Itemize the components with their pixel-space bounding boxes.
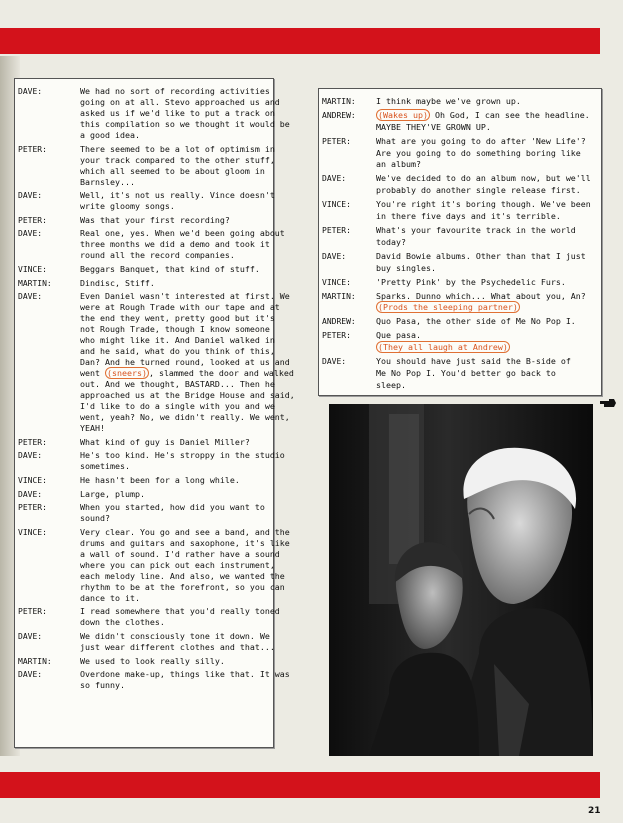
dialogue-line: a good idea.: [80, 130, 140, 140]
dialogue-line: Dindisc, Stiff.: [80, 277, 155, 288]
dialogue-line: were at Rough Trade with our tape and at: [80, 302, 280, 313]
band-photo-illustration: [329, 404, 593, 756]
dialogue-line: rhythm to be at the forefront, so you can: [80, 581, 285, 592]
dialogue-line: round all the record companies.: [80, 250, 235, 261]
dialogue-line: Dan? And he turned round, looked at us and: [80, 357, 290, 368]
dialogue-line: MAYBE THEY'VE GROWN UP.: [376, 121, 491, 132]
speaker-label: MARTIN:: [322, 291, 356, 301]
dialogue-line: Quo Pasa, the other side of Me No Pop I.: [376, 316, 576, 327]
pointing-hand-icon: [600, 398, 616, 408]
speaker-label: PETER:: [18, 215, 47, 225]
dialogue-line: Very clear. You go and see a band, and the: [80, 526, 290, 537]
dialogue-line: going on at all. Stevo approached us and: [80, 97, 280, 107]
dialogue-line: Real one, yes. When we'd been going about: [80, 228, 285, 239]
dialogue-line: write gloomy songs.: [80, 201, 175, 212]
dialogue-line: There seemed to be a lot of optimism in: [80, 143, 275, 154]
dialogue-line: in there five days and it's terrible.: [376, 211, 561, 221]
speaker-label: MARTIN:: [322, 97, 356, 106]
dialogue-line: Barnsley...: [80, 176, 135, 187]
speaker-label: VINCE:: [18, 476, 47, 485]
speaker-label: ANDREW:: [322, 111, 356, 120]
speaker-label: PETER:: [18, 144, 47, 154]
dialogue-line: Was that your first recording?: [80, 214, 230, 225]
speaker-label: DAVE:: [322, 251, 347, 261]
speaker-label: DAVE:: [322, 357, 347, 367]
dialogue-line: You're right it's boring though. We've been: [376, 199, 591, 210]
speaker-label: PETER:: [322, 136, 351, 146]
dialogue-line: went, yeah? No, we didn't really. We went,: [80, 412, 290, 423]
stage-direction: (Wakes up): [378, 110, 428, 120]
speaker-label: DAVE:: [322, 174, 347, 184]
dialogue-line: We used to look really silly.: [80, 655, 225, 666]
dialogue-line: dance to it.: [80, 592, 140, 603]
speaker-label: DAVE:: [18, 632, 43, 641]
speaker-label: VINCE:: [322, 200, 351, 210]
dialogue-line: today?: [376, 236, 406, 247]
dialogue-line: Are you going to do something boring like: [376, 147, 581, 158]
dialogue-line: What are you going to do after 'New Life'?: [376, 135, 586, 146]
dialogue-line: this compilation so we thought it would be: [80, 119, 290, 129]
dialogue-line: Beggars Banquet, that kind of stuff.: [80, 264, 260, 274]
dialogue-line: [376, 342, 510, 353]
dialogue-line: I read somewhere that you'd really toned: [80, 606, 280, 617]
dialogue-line: your track compared to the other stuff,: [80, 154, 275, 165]
dialogue-line: We didn't consciously tone it down. We: [80, 631, 270, 641]
dialogue-line: an album?: [376, 159, 421, 170]
dialogue-line: We had no sort of recording activities: [80, 86, 270, 96]
dialogue-line: You should have just said the B-side of: [376, 356, 571, 367]
dialogue-line: not Rough Trade, though I know someone: [80, 324, 270, 335]
speaker-label: PETER:: [18, 607, 47, 617]
dialogue-line: sound?: [80, 513, 110, 524]
dialogue-line: and he said, what do you think of this,: [80, 346, 275, 357]
top-red-bar: [0, 28, 600, 54]
dialogue-line: I'd like to do a single with you and we: [80, 401, 275, 412]
speaker-label: PETER:: [18, 437, 47, 447]
speaker-label: ANDREW:: [322, 317, 356, 327]
dialogue-line: Even Daniel wasn't interested at first. We: [80, 291, 290, 302]
speaker-label: MARTIN:: [18, 278, 52, 288]
dialogue-line: out. And we thought, BASTARD... Then he: [80, 379, 275, 390]
dialogue-line: a wall of sound. I'd rather have a sound: [80, 548, 280, 559]
dialogue-line: (Wakes up) Oh God, I can see the headline.: [378, 110, 590, 120]
speaker-label: DAVE:: [18, 229, 43, 239]
dialogue-line: David Bowie albums. Other than that I just: [376, 250, 586, 261]
dialogue-line: He hasn't been for a long while.: [80, 475, 240, 485]
dialogue-line: We've decided to do an album now, but we'll: [376, 173, 591, 184]
dialogue-line: buy singles.: [376, 262, 436, 273]
dialogue-line: just wear different clothes and that...: [80, 642, 275, 652]
dialogue-line: YEAH!: [80, 423, 105, 434]
dialogue-line: What's your favourite track in the world: [376, 225, 576, 235]
dialogue-line: who might like it. And Daniel walked in: [80, 335, 275, 346]
dialogue-line: each melody line. And also, we wanted the: [80, 570, 285, 581]
dialogue-line: Sparks. Dunno which... What about you, An?: [376, 290, 586, 301]
dialogue-line: where you can pick out each instrument,: [80, 559, 275, 570]
dialogue-line: approached us at the Bridge House and said,: [80, 390, 295, 401]
speaker-label: PETER:: [18, 503, 47, 513]
dialogue-line: [376, 302, 520, 313]
speaker-label: DAVE:: [18, 87, 43, 96]
dialogue-line: three months we did a demo and took it: [80, 239, 270, 250]
dialogue-line: He's too kind. He's stroppy in the studio: [80, 450, 285, 461]
stage-direction: (Prods the sleeping partner): [378, 302, 518, 313]
dialogue-line: 'Pretty Pink' by the Psychedelic Furs.: [376, 276, 566, 287]
dialogue-line: so funny.: [80, 680, 125, 691]
page-number: 21: [588, 806, 601, 816]
dialogue-line: Me No Pop I. You'd better go back to: [376, 368, 556, 378]
speaker-label: DAVE:: [18, 670, 43, 680]
dialogue-line: down the clothes.: [80, 617, 165, 628]
speaker-label: MARTIN:: [18, 656, 52, 666]
dialogue-line: Well, it's not us really. Vince doesn't: [80, 190, 275, 201]
dialogue-line: went (sneers) , slammed the door and walked: [80, 368, 294, 379]
dialogue-line: sleep.: [376, 379, 406, 390]
dialogue-line: the end they went, pretty good but it's: [80, 313, 275, 324]
dialogue-line: When you started, how did you want to: [80, 502, 265, 513]
dialogue-line: sometimes.: [80, 461, 130, 472]
stage-direction: (sneers): [106, 368, 147, 379]
bottom-red-bar: [0, 772, 600, 798]
dialogue-line: drums and guitars and saxophone, it's like: [80, 537, 290, 548]
speaker-label: DAVE:: [18, 292, 43, 302]
speaker-label: DAVE:: [18, 451, 43, 461]
speaker-label: PETER:: [322, 226, 351, 235]
dialogue-line: I think maybe we've grown up.: [376, 96, 521, 106]
stage-direction: (They all laugh at Andrew): [378, 342, 508, 353]
speaker-label: PETER:: [322, 331, 351, 341]
dialogue-line: What kind of guy is Daniel Miller?: [80, 436, 250, 447]
band-photo: [329, 404, 593, 756]
speaker-label: VINCE:: [18, 527, 47, 537]
speaker-label: VINCE:: [18, 265, 47, 274]
dialogue-line: asked us if we'd like to put a track on: [80, 108, 275, 118]
speaker-label: DAVE:: [18, 489, 43, 499]
dialogue-line: which all seemed to be about gloom in: [80, 165, 265, 176]
speaker-label: VINCE:: [322, 277, 351, 287]
dialogue-line: Que pasa.: [376, 330, 421, 341]
dialogue-line: probably do another single release first.: [376, 185, 581, 196]
dialogue-line: Large, plump.: [80, 488, 145, 499]
speaker-label: DAVE:: [18, 191, 43, 201]
dialogue-line: Overdone make-up, things like that. It was: [80, 669, 290, 680]
